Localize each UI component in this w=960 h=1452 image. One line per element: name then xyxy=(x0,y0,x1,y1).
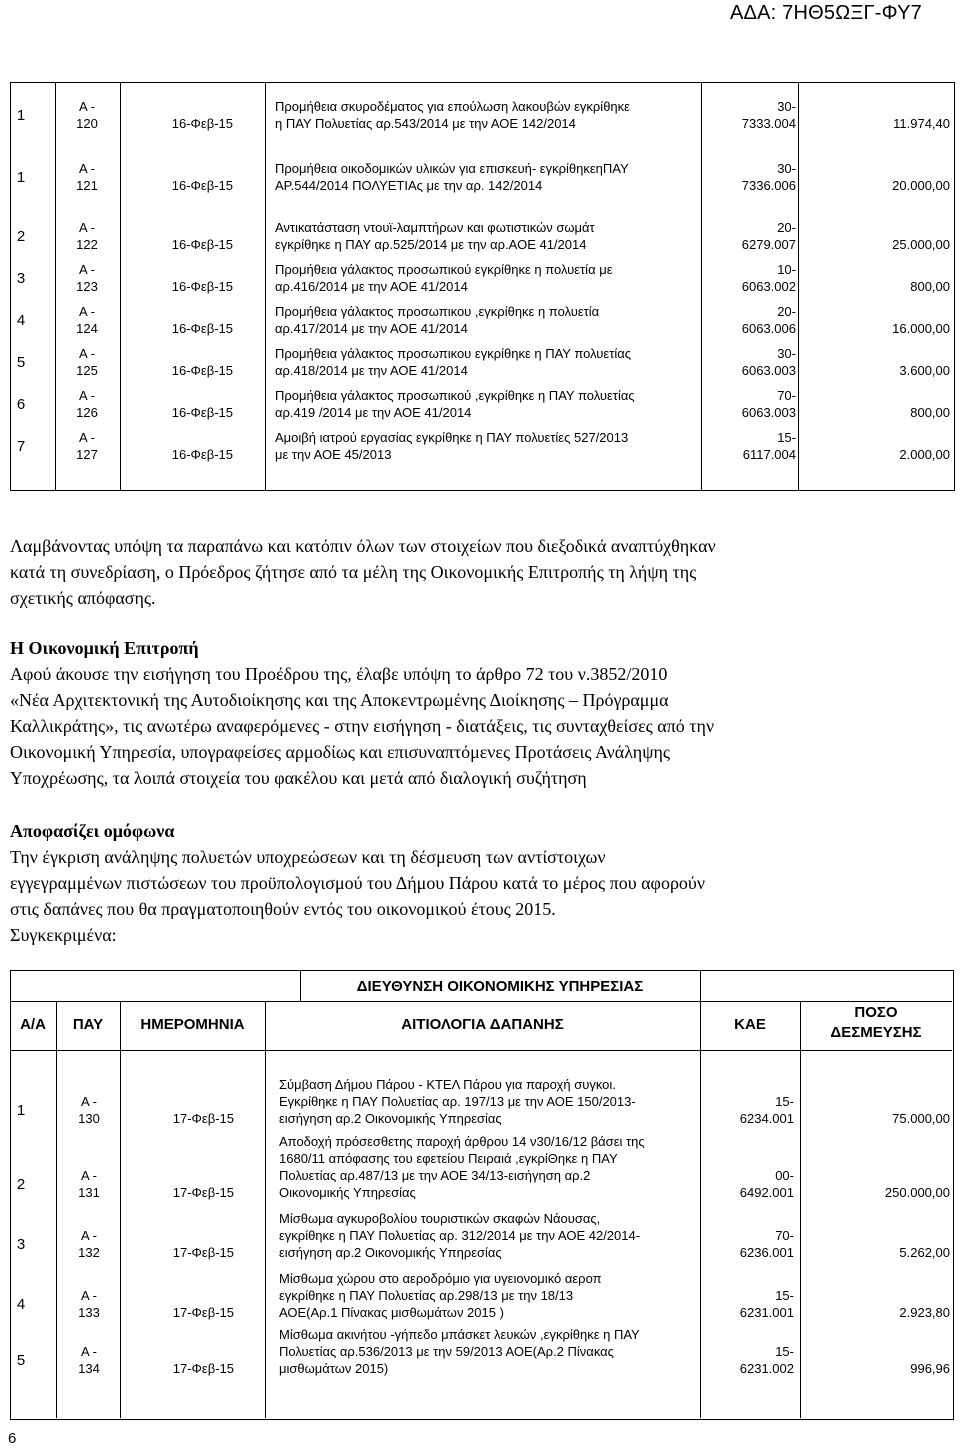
pay-prefix: Α - xyxy=(79,388,95,403)
kae-prefix: 20- xyxy=(777,220,796,235)
row-date: 17-Φεβ-15 xyxy=(172,1185,234,1200)
row-number: 2 xyxy=(16,228,26,245)
kae-prefix: 15- xyxy=(775,1344,794,1359)
description-line-2: με την ΑΟΕ 45/2013 xyxy=(275,447,392,462)
description-line: 1680/11 απόφασης του εφετείου Πειραιά ,εγκρίΘηκε η ΠΑΥ xyxy=(279,1151,618,1166)
description-line: Πολυετίας αρ.487/13 με την ΑΟΕ 34/13-εισήγηση αρ.2 xyxy=(279,1168,591,1183)
row-number: 4 xyxy=(16,312,26,329)
header-kae: ΚΑΕ xyxy=(734,1016,766,1033)
pay-prefix: Α - xyxy=(81,1168,97,1183)
header-underline xyxy=(10,1050,952,1051)
kae-prefix: 10- xyxy=(777,262,796,277)
amount: 800,00 xyxy=(910,405,950,420)
kae-prefix: 30- xyxy=(777,161,796,176)
row-number: 5 xyxy=(16,354,26,371)
pay-prefix: Α - xyxy=(79,304,95,319)
amount: 2.000,00 xyxy=(899,447,950,462)
commitments-table-2 xyxy=(10,970,954,1420)
pay-prefix: Α - xyxy=(81,1094,97,1109)
description-line: Εγκρίθηκε η ΠΑΥ Πολυετίας αρ. 197/13 με την ΑΟΕ 150/2013- xyxy=(279,1094,636,1109)
column-divider xyxy=(265,1001,266,1418)
row-date: 16-Φεβ-15 xyxy=(171,279,233,294)
committee-heading: Η Οικονομική Επιτροπή xyxy=(10,638,199,658)
pay-number: 121 xyxy=(76,178,98,193)
kae-code: 6063.002 xyxy=(741,279,796,294)
pay-number: 122 xyxy=(76,237,98,252)
pay-number: 130 xyxy=(78,1111,100,1126)
description-line: εγκρίθηκε η ΠΑΥ Πολυετίας αρ. 312/2014 με την ΑΟΕ 42/2014- xyxy=(279,1228,641,1243)
kae-code: 6117.004 xyxy=(742,447,796,462)
description-line: εισήγηση αρ.2 Οικονομικής Υπηρεσίας xyxy=(279,1111,502,1126)
description-line: Πολυετίας αρ.536/2013 με την 59/2013 ΑΟΕ(Αρ.2 Πίνακας xyxy=(279,1344,614,1359)
title-underline xyxy=(10,1001,952,1002)
column-divider xyxy=(800,1001,801,1418)
kae-code: 6234.001 xyxy=(739,1111,794,1126)
table-row xyxy=(10,219,955,259)
header-amount-line2: ΔΕΣΜΕΥΣΗΣ xyxy=(830,1024,922,1041)
row-number: 5 xyxy=(16,1352,26,1369)
amount: 11.974,40 xyxy=(893,116,950,131)
page-number: 6 xyxy=(8,1430,17,1447)
description-line: Αποδοχή πρόσεσθετης παροχή άρθρου 14 ν30/16/12 βάσει της xyxy=(279,1134,645,1149)
kae-code: 6063.003 xyxy=(741,405,796,420)
description-line-2: αρ.417/2014 με την ΑΟΕ 41/2014 xyxy=(275,321,468,336)
row-number: 3 xyxy=(16,270,26,287)
description-line: εγκρίθηκε η ΠΑΥ Πολυετίας αρ.298/13 με την 18/13 xyxy=(279,1288,574,1303)
header-aa: Α/Α xyxy=(20,1016,46,1033)
pay-number: 125 xyxy=(76,363,98,378)
pay-prefix: Α - xyxy=(81,1288,97,1303)
paragraph-considerations-1: Αφού άκουσε την εισήγηση του Προέδρου της, έλαβε υπόψη το άρθρο 72 του ν.3852/2010 xyxy=(10,664,668,684)
description-line-2: η ΠΑΥ Πολυετίας αρ.543/2014 με την ΑΟΕ 142/2014 xyxy=(275,116,576,131)
kae-code: 6231.002 xyxy=(739,1361,794,1376)
header-reason: ΑΙΤΙΟΛΟΓΙΑ ΔΑΠΑΝΗΣ xyxy=(401,1016,564,1033)
pay-prefix: Α - xyxy=(79,99,95,114)
description-line: Μίσθωμα αγκυροβολίου τουριστικών σκαφών Νάουσας, xyxy=(279,1211,601,1226)
kae-code: 6492.001 xyxy=(739,1185,794,1200)
table-row xyxy=(10,429,955,469)
kae-prefix: 15- xyxy=(775,1094,794,1109)
description-line: Οικονομικής Υπηρεσίας xyxy=(279,1185,416,1200)
row-date: 17-Φεβ-15 xyxy=(172,1245,234,1260)
pay-number: 134 xyxy=(78,1361,100,1376)
pay-prefix: Α - xyxy=(79,430,95,445)
table-row xyxy=(10,98,955,138)
pay-prefix: Α - xyxy=(79,262,95,277)
row-number: 7 xyxy=(16,438,26,455)
row-date: 16-Φεβ-15 xyxy=(171,178,233,193)
row-date: 16-Φεβ-15 xyxy=(171,237,233,252)
kae-code: 7333.004 xyxy=(741,116,796,131)
row-number: 2 xyxy=(16,1176,26,1193)
decision-heading: Αποφασίζει ομόφωνα xyxy=(10,821,175,841)
row-date: 17-Φεβ-15 xyxy=(172,1305,234,1320)
description-line-2: εγκρίθηκε η ΠΑΥ αρ.525/2014 με την αρ.ΑΟΕ 41/2014 xyxy=(275,237,587,252)
description-line-1: Προμήθεια γάλακτος προσωπικου ,εγκρίθηκε η πολυετία xyxy=(275,304,600,319)
kae-prefix: 70- xyxy=(777,388,796,403)
amount: 996,96 xyxy=(910,1361,950,1376)
title-right-divider xyxy=(700,970,701,1002)
row-date: 17-Φεβ-15 xyxy=(172,1361,234,1376)
amount: 20.000,00 xyxy=(892,178,950,193)
column-divider xyxy=(56,1001,57,1418)
paragraph-intro-line2: κατά τη συνεδρίαση, ο Πρόεδρος ζήτησε από τα μέλη της Οικονομικής Επιτροπής τη λήψη της xyxy=(10,562,697,582)
kae-code: 6231.001 xyxy=(739,1305,794,1320)
amount: 25.000,00 xyxy=(892,237,950,252)
amount: 250.000,00 xyxy=(884,1185,950,1200)
header-amount-line1: ΠΟΣΟ xyxy=(854,1004,898,1021)
pay-prefix: Α - xyxy=(81,1344,97,1359)
row-date: 16-Φεβ-15 xyxy=(171,321,233,336)
kae-code: 6279.007 xyxy=(741,237,796,252)
pay-prefix: Α - xyxy=(79,220,95,235)
paragraph-decision-4: Συγκεκριμένα: xyxy=(10,925,117,945)
kae-code: 6063.003 xyxy=(741,363,796,378)
kae-code: 6063.006 xyxy=(741,321,796,336)
kae-prefix: 00- xyxy=(775,1168,794,1183)
header-pay: ΠΑΥ xyxy=(72,1016,104,1033)
description-line: μισθωμάτων 2015) xyxy=(279,1361,389,1376)
description-line-2: ΑΡ.544/2014 ΠΟΛΥΕΤΙΑς με την αρ. 142/2014 xyxy=(275,178,543,193)
pay-number: 124 xyxy=(76,321,98,336)
table-row xyxy=(10,261,955,301)
paragraph-decision-3: στις δαπάνες που θα πραγματοποιηθούν εντός του οικονομικού έτους 2015. xyxy=(10,899,556,919)
paragraph-decision-1: Την έγκριση ανάληψης πολυετών υποχρεώσεων και τη δέσμευση των αντίστοιχων xyxy=(10,847,606,867)
header-date: ΗΜΕΡΟΜΗΝΙΑ xyxy=(140,1016,245,1033)
description-line-1: Αμοιβή ιατρού εργασίας εγκρίθηκε η ΠΑΥ πολυετίες 527/2013 xyxy=(275,430,629,445)
amount: 2.923,80 xyxy=(899,1305,950,1320)
kae-code: 6236.001 xyxy=(739,1245,794,1260)
kae-prefix: 15- xyxy=(777,430,796,445)
description-line: Μίσθωμα χώρου στο αεροδρόμιο για υγειονομικό αεροπ xyxy=(279,1271,602,1286)
kae-prefix: 15- xyxy=(775,1288,794,1303)
row-date: 17-Φεβ-15 xyxy=(172,1111,234,1126)
row-date: 16-Φεβ-15 xyxy=(171,116,233,131)
kae-prefix: 20- xyxy=(777,304,796,319)
pay-prefix: Α - xyxy=(81,1228,97,1243)
row-number: 4 xyxy=(16,1296,26,1313)
description-line-1: Προμήθεια γάλακτος προσωπικού εγκρίθηκε η πολυετία με xyxy=(275,262,613,277)
column-divider xyxy=(120,1001,121,1418)
ada-code: ΑΔΑ: 7ΗΘ5ΩΞΓ-ΦΥ7 xyxy=(730,2,922,24)
amount: 800,00 xyxy=(910,279,950,294)
paragraph-considerations-4: Οικονομική Υπηρεσία, υπογραφείσες αρμοδίως και επισυναπτόμενες Προτάσεις Ανάληψης xyxy=(10,742,671,762)
paragraph-considerations-5: Υποχρέωσης, τα λοιπά στοιχεία του φακέλου και μετά από διαλογική συζήτηση xyxy=(10,768,587,788)
description-line: Μίσθωμα ακινήτου -γήπεδο μπάσκετ λευκών ,εγκρίθηκε η ΠΑΥ xyxy=(279,1327,640,1342)
directorate-title: ΔΙΕΥΘΥΝΣΗ ΟΙΚΟΝΟΜΙΚΗΣ ΥΠΗΡΕΣΙΑΣ xyxy=(356,978,644,995)
table-row xyxy=(10,387,955,427)
description-line-2: αρ.416/2014 με την ΑΟΕ 41/2014 xyxy=(275,279,468,294)
amount: 16.000,00 xyxy=(892,321,950,336)
kae-prefix: 70- xyxy=(775,1228,794,1243)
pay-prefix: Α - xyxy=(79,346,95,361)
paragraph-intro-line3: σχετικής απόφασης. xyxy=(10,588,156,608)
row-date: 16-Φεβ-15 xyxy=(171,363,233,378)
table-row xyxy=(10,160,955,200)
paragraph-considerations-3: Καλλικράτης», τις ανωτέρω αναφερόμενες - στην εισήγηση - διατάξεις, τις συνταχθείσες από την xyxy=(10,716,715,736)
description-line: εισήγηση αρ.2 Οικονομικής Υπηρεσίας xyxy=(279,1245,502,1260)
amount: 5.262,00 xyxy=(899,1245,950,1260)
table-row xyxy=(10,345,955,385)
description-line-1: Προμήθεια γάλακτος προσωπικου εγκρίθηκε η ΠΑΥ πολυετίας xyxy=(275,346,631,361)
amount: 75.000,00 xyxy=(892,1111,950,1126)
description-line-2: αρ.418/2014 με την ΑΟΕ 41/2014 xyxy=(275,363,468,378)
pay-number: 131 xyxy=(78,1185,100,1200)
description-line-1: Προμήθεια σκυροδέματος για επούλωση λακουβών εγκρίθηκε xyxy=(275,99,630,114)
description-line: Σύμβαση Δήμου Πάρου - ΚΤΕΛ Πάρου για παροχή συγκοι. xyxy=(279,1077,616,1092)
pay-prefix: Α - xyxy=(79,161,95,176)
row-number: 3 xyxy=(16,1236,26,1253)
kae-code: 7336.006 xyxy=(741,178,796,193)
pay-number: 126 xyxy=(76,405,98,420)
paragraph-decision-2: εγγεγραμμένων πιστώσεων του προϋπολογισμού του Δήμου Πάρου κατά το μέρος που αφορούν xyxy=(10,873,705,893)
kae-prefix: 30- xyxy=(777,99,796,114)
pay-number: 120 xyxy=(76,116,98,131)
description-line-2: αρ.419 /2014 με την ΑΟΕ 41/2014 xyxy=(275,405,472,420)
row-number: 1 xyxy=(16,169,26,186)
row-date: 16-Φεβ-15 xyxy=(171,405,233,420)
row-number: 1 xyxy=(16,107,26,124)
table-row xyxy=(10,303,955,343)
description-line: ΑΟΕ(Αρ.1 Πίνακας μισθωμάτων 2015 ) xyxy=(279,1305,504,1320)
row-number: 1 xyxy=(16,1102,26,1119)
commitments-table-1 xyxy=(10,82,955,491)
kae-prefix: 30- xyxy=(777,346,796,361)
description-line-1: Προμήθεια γάλακτος προσωπικού ,εγκρίθηκε η ΠΑΥ πολυετίας xyxy=(275,388,635,403)
paragraph-intro: Λαμβάνοντας υπόψη τα παραπάνω και κατόπιν όλων των στοιχείων που διεξοδικά αναπτύχθηκαν xyxy=(10,536,716,556)
description-line-1: Αντικατάσταση ντουϊ-λαμπτήρων και φωτιστικών σωμάτ xyxy=(275,220,595,235)
pay-number: 127 xyxy=(76,447,98,462)
pay-number: 133 xyxy=(78,1305,100,1320)
row-number: 6 xyxy=(16,396,26,413)
description-line-1: Προμήθεια οικοδομικών υλικών για επισκευή- εγκρίθηκεηΠΑΥ xyxy=(275,161,629,176)
pay-number: 123 xyxy=(76,279,98,294)
paragraph-considerations-2: «Νέα Αρχιτεκτονική της Αυτοδιοίκησης και της Αποκεντρωμένης Διοίκησης – Πρόγραμμα xyxy=(10,690,669,710)
pay-number: 132 xyxy=(78,1245,100,1260)
amount: 3.600,00 xyxy=(899,363,950,378)
row-date: 16-Φεβ-15 xyxy=(171,447,233,462)
